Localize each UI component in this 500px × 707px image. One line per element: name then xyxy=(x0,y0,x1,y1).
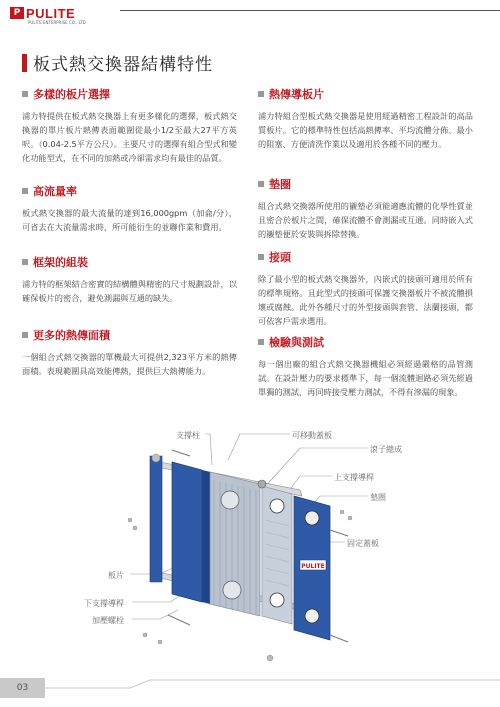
label-movable-plate: 可移動蓋板 xyxy=(292,431,332,440)
leader-support-column xyxy=(205,434,212,465)
title-accent-bar xyxy=(22,54,27,72)
section-connections xyxy=(258,249,473,328)
section-body: 一個組合式熱交換器的單機最大可提供2,323平方米的熱傳面積。表現範圍具高效能傳熱，提供巨大熱傳能力。 xyxy=(22,352,237,376)
page-footer xyxy=(0,678,500,707)
movable-plate xyxy=(172,462,210,604)
section-frame-assembly xyxy=(22,254,237,305)
page-title xyxy=(22,50,213,75)
section-heading: 高流量率 xyxy=(33,185,77,198)
bullet-square xyxy=(22,332,28,338)
plate-stack xyxy=(210,472,260,616)
leader-tie-bolt xyxy=(132,610,178,619)
label-support-column: 支撐柱 xyxy=(176,431,200,440)
bullet-square xyxy=(22,188,28,194)
label-upper-guide: 上支撐導桿 xyxy=(334,473,374,482)
logo-mark: P xyxy=(10,7,24,19)
page-title-text: 板式熱交換器結構特性 xyxy=(33,55,213,75)
section-body: 組合式熱交換器所使用的襯墊必須能適應流體的化學性質並且密合於板片之間，確保流體不會測漏或互通。同時嵌入式的襯墊便於安裝與拆除替換。 xyxy=(258,201,473,239)
brand-name: PULITE xyxy=(26,5,76,21)
footer-decoration xyxy=(0,678,500,707)
label-fixed-plate: 固定蓋板 xyxy=(347,539,379,548)
label-gasket: 墊圈 xyxy=(370,493,386,502)
support-column xyxy=(150,454,162,582)
section-body: 浦力特提供在板式熱交換器上有更多樣化的選擇，板式熱交換器的單片板片熱傳表面範圍從最小1/2至最大27平方英呎。（0.04-2.5平方公尺）。主要尺寸的選擇有組合型式和變化功能型式，在不同的加熱或冷卻需求均有最佳的品質。 xyxy=(22,111,237,163)
brand-tagline: PULITE ENTERPRISE CO., LTD xyxy=(28,20,86,25)
section-heading: 接頭 xyxy=(269,251,291,264)
fixed-plate xyxy=(294,496,330,640)
section-plate-selection xyxy=(22,86,237,165)
label-lower-guide: 下支撐導桿 xyxy=(84,599,124,608)
bullet-square xyxy=(22,259,28,265)
label-roller: 滾子總成 xyxy=(370,445,402,454)
bullet-square xyxy=(22,91,28,97)
leader-roller xyxy=(262,448,368,490)
section-gasket xyxy=(258,176,473,241)
section-heading: 檢驗與測試 xyxy=(269,336,324,349)
section-heading: 框架的組裝 xyxy=(33,256,88,269)
section-heading: 更多的熱傳面積 xyxy=(33,329,110,342)
label-plate: 板片 xyxy=(108,571,124,580)
section-body: 板式熱交換器的最大流量的達到16,000gpm（加侖/分），可省去在大流量需求時，所可能衍生的並聯作業和費用。 xyxy=(22,208,237,232)
section-more-area xyxy=(22,327,237,378)
leader-movable-plate xyxy=(228,434,290,460)
brand-logo xyxy=(10,5,86,25)
heat-exchanger-illustration xyxy=(0,420,500,675)
plate-brand-text: PULITE xyxy=(301,563,325,570)
section-heading: 多樣的板片選擇 xyxy=(33,88,110,101)
label-tie-bolt: 加壓螺栓 xyxy=(92,616,124,625)
section-high-flow xyxy=(22,183,237,234)
single-plate xyxy=(262,486,292,624)
exploded-diagram xyxy=(0,420,500,675)
bullet-square xyxy=(258,339,264,345)
bullet-square xyxy=(258,91,264,97)
section-heat-plates xyxy=(258,86,473,151)
page-number: 03 xyxy=(0,678,45,698)
section-heading: 墊圈 xyxy=(269,178,291,191)
header-rule xyxy=(120,10,500,11)
section-body: 每一個出廠的組合式熱交換器機組必須經過嚴格的品管測試。在設計壓力的要求標準下，每一個流體迴路必須先經過單獨的測試，再同時接受壓力測試，不得有滲漏的現象。 xyxy=(258,359,473,397)
section-inspection xyxy=(258,334,473,399)
section-heading: 熱傳導板片 xyxy=(269,88,324,101)
header-bar xyxy=(0,0,500,25)
bullet-square xyxy=(258,254,264,260)
bullet-square xyxy=(258,181,264,187)
section-body: 除了最小型的板式熱交換器外，內嵌式的接頭可適用於所有的標準規格。且此型式的接頭可保護交換器板片不被流體損壞或腐蝕。此外各種尺寸的外型接頭與套管、法蘭接頭，都可依客戶需求選用。 xyxy=(258,274,473,326)
section-body: 浦力特的框架結合密實的結構體與精密的尺寸規劃設計，以確保板片的密合，避免測漏與互通的缺失。 xyxy=(22,279,237,303)
roller-assembly xyxy=(258,480,266,488)
section-body: 浦力特組合型板式熱交換器是使用經過精密工程設計的高品質板片。它的標準特性包括高熱傳率、平均流體分佈、最小的阻塞、方便清洗作業以及適用於各種不同的壓力。 xyxy=(258,111,473,149)
